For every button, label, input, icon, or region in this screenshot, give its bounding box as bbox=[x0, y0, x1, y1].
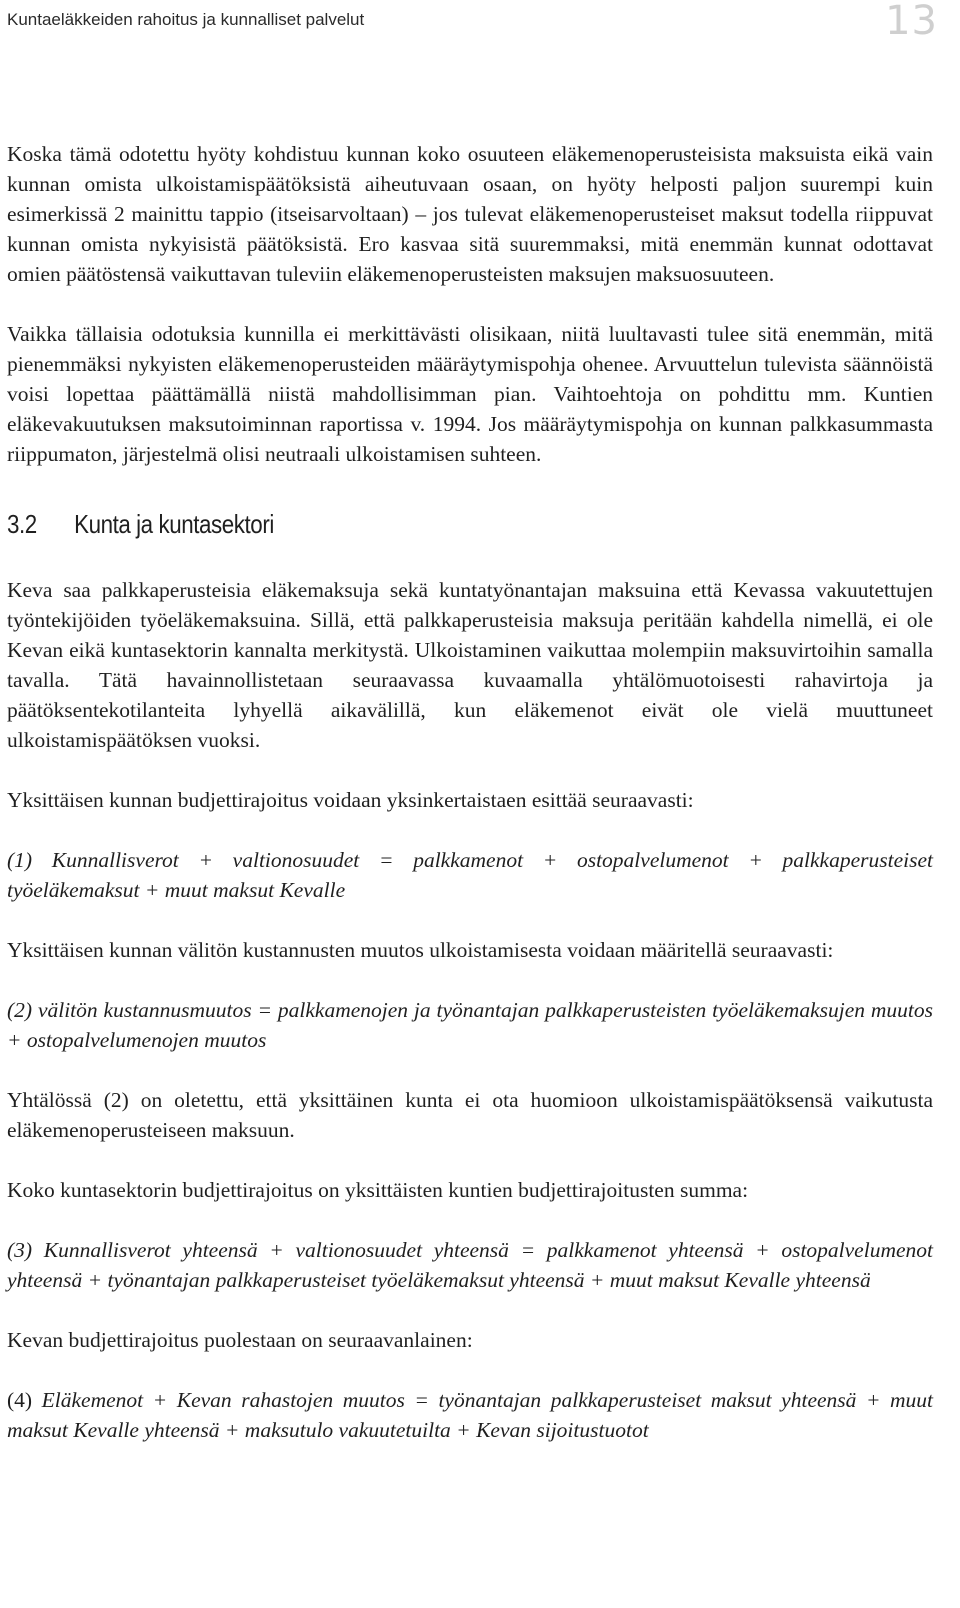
paragraph: Yksittäisen kunnan välitön kustannusten muutos ulkoistamisesta voidaan määritellä seuraavasti: bbox=[7, 938, 834, 962]
equation-2: (2) välitön kustannusmuutos = palkkamenojen ja työnantajan palkkaperusteisten työeläkemaksujen muutos + ostopalvelumenojen muutos bbox=[7, 998, 933, 1052]
paragraph: Vaikka tällaisia odotuksia kunnilla ei merkittävästi olisikaan, niitä luultavasti tulee sitä enemmän, mitä pienemmäksi nykyisten eläkemenoperusteiden määräytymispohja ohenee. Arvuuttelun tulevista säännöistä voisi lopettaa päättämällä niistä mahdollisimman pian. Vaihtoehtoja on pohdittu mm. Kuntien eläkevakuutuksen maksutoiminnan raportissa v. 1994. Jos määräytymispohja on kunnan palkkasummasta riippumaton, järjestelmä olisi neutraali ulkoistamisen suhteen. bbox=[7, 322, 933, 466]
running-header: Kuntaeläkkeiden rahoitus ja kunnalliset palvelut bbox=[7, 10, 365, 29]
paragraph: Koska tämä odotettu hyöty kohdistuu kunnan koko osuuteen eläkemenoperusteisista maksuista eikä vain kunnan omista ulkoistamispäätöksistä aiheutuvaan osaan, on hyöty helposti paljon suurempi kuin esimerkissä 2 mainittu tappio (itseisarvoltaan) – jos tulevat eläkemenoperusteiset maksut todella riippuvat kunnan omista nykyisistä päätöksistä. Ero kasvaa sitä suuremmaksi, mitä enemmän kunnat odottavat omien päätöstensä vaikuttavan tuleviin eläkemenoperusteisten maksujen maksuosuuteen. bbox=[7, 142, 933, 286]
page-body bbox=[7, 139, 933, 1475]
paragraph: Yhtälössä (2) on oletettu, että yksittäinen kunta ei ota huomioon ulkoistamispäätöksensä vaikutusta eläkemenoperusteiseen maksuun. bbox=[7, 1088, 933, 1142]
paragraph: Kevan budjettirajoitus puolestaan on seuraavanlainen: bbox=[7, 1328, 473, 1352]
section-title: Kunta ja kuntasektori bbox=[74, 509, 274, 539]
equation-4 bbox=[7, 1385, 933, 1445]
equation-4-text: Eläkemenot + Kevan rahastojen muutos = työnantajan palkkaperusteiset maksut yhteensä + muut maksut Kevalle yhteensä + maksutulo vakuutetuilta + Kevan sijoitustuotot bbox=[7, 1388, 934, 1442]
paragraph: Yksittäisen kunnan budjettirajoitus voidaan yksinkertaistaen esittää seuraavasti: bbox=[7, 788, 694, 812]
paragraph: Koko kuntasektorin budjettirajoitus on yksittäisten kuntien budjettirajoitusten summa: bbox=[7, 1178, 749, 1202]
equation-1: (1) Kunnallisverot + valtionosuudet = palkkamenot + ostopalvelumenot + palkkaperusteiset työeläkemaksut + muut maksut Kevalle bbox=[7, 848, 933, 902]
equation-3: (3) Kunnallisverot yhteensä + valtionosuudet yhteensä = palkkamenot yhteensä + ostopalvelumenot yhteensä + työnantajan palkkaperusteiset työeläkemaksut yhteensä + muut maksut Kevalle yhteensä bbox=[7, 1238, 933, 1292]
equation-4-label: (4) bbox=[7, 1388, 33, 1412]
paragraph: Keva saa palkkaperusteisia eläkemaksuja sekä kuntatyönantajan maksuina että Kevassa vakuutettujen työntekijöiden työeläkemaksuina. Sillä, että palkkaperusteisia maksuja peritään kahdella nimellä, ei ole Kevan eikä kuntasektorin kannalta merkitystä. Ulkoistaminen vaikuttaa molempiin maksuvirtoihin samalla tavalla. Tätä havainnollistetaan seuraavassa kuvaamalla yhtälömuotoisesti rahavirtoja ja päätöksentekotilanteita lyhyellä aikavälillä, kun eläkemenot eivät ole vielä muuttuneet ulkoistamispäätöksen vuoksi. bbox=[7, 578, 933, 752]
section-heading bbox=[7, 509, 803, 539]
page-number: 13 bbox=[885, 0, 938, 44]
section-number: 3.2 bbox=[7, 509, 37, 539]
